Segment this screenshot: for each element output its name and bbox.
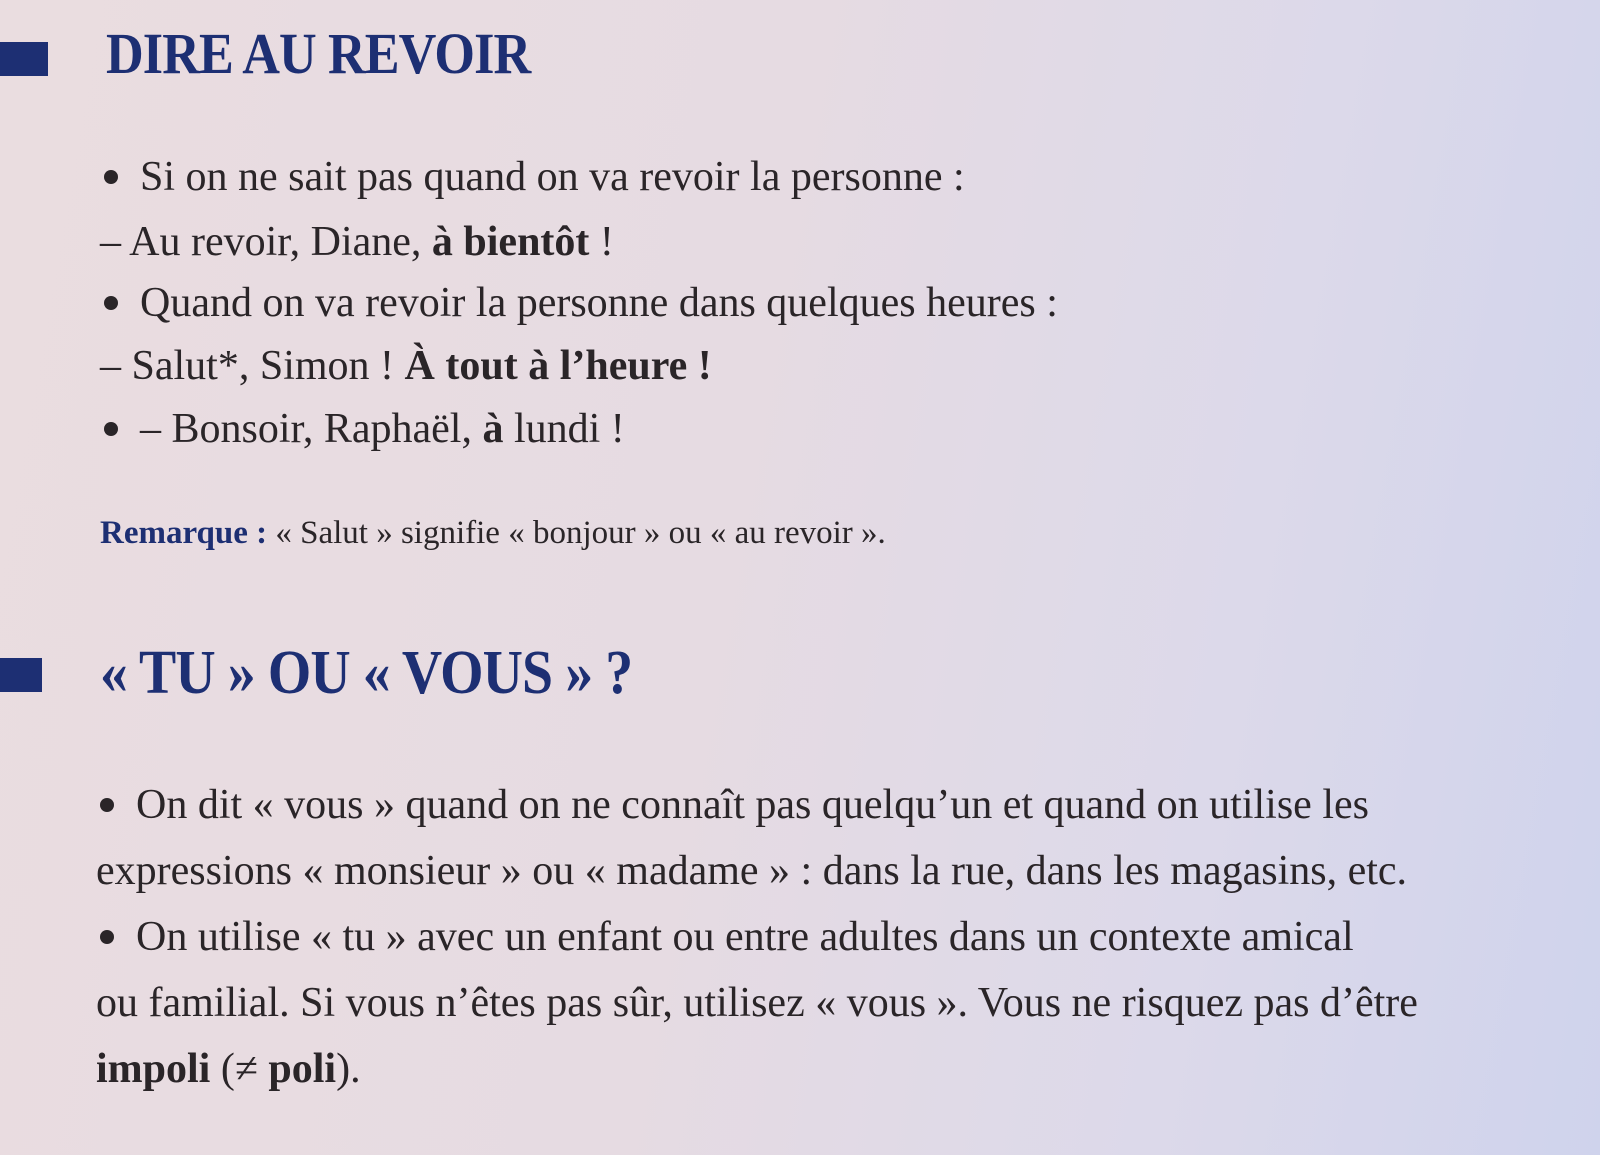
- bullet-icon: [104, 170, 118, 184]
- remark-note: [100, 515, 886, 552]
- list-item: – Salut*, Simon ! À tout à l’heure !: [100, 343, 712, 389]
- section-title-dire-au-revoir: DIRE AU REVOIR: [106, 21, 531, 86]
- paragraph-line: On utilise « tu » avec un enfant ou entre adultes dans un contexte amical: [100, 904, 1354, 970]
- list-item: Quand on va revoir la personne dans quelques heures :: [104, 278, 1058, 328]
- paragraph-line: ou familial. Si vous n’êtes pas sûr, utilisez « vous ». Vous ne risquez pas d’être: [96, 980, 1418, 1026]
- remark-label: Remarque :: [100, 515, 268, 551]
- paragraph-line: impoli (≠ poli).: [96, 1046, 361, 1092]
- section-title-tu-ou-vous: « TU » OU « VOUS » ?: [100, 639, 633, 707]
- bullet-icon: [104, 296, 118, 310]
- bullet-icon: [104, 422, 118, 436]
- bullet-icon: [100, 798, 114, 812]
- section-marker-2: [0, 658, 42, 692]
- list-item: Si on ne sait pas quand on va revoir la personne :: [104, 152, 965, 202]
- remark-text: « Salut » signifie « bonjour » ou « au revoir ».: [267, 515, 886, 551]
- section-marker-1: [0, 42, 48, 76]
- paragraph-line: expressions « monsieur » ou « madame » : dans la rue, dans les magasins, etc.: [96, 848, 1408, 894]
- list-item: – Au revoir, Diane, à bientôt !: [100, 219, 614, 265]
- paragraph-line: On dit « vous » quand on ne connaît pas quelqu’un et quand on utilise les: [100, 772, 1369, 838]
- bullet-icon: [100, 930, 114, 944]
- list-item: – Bonsoir, Raphaël, à lundi !: [104, 404, 625, 454]
